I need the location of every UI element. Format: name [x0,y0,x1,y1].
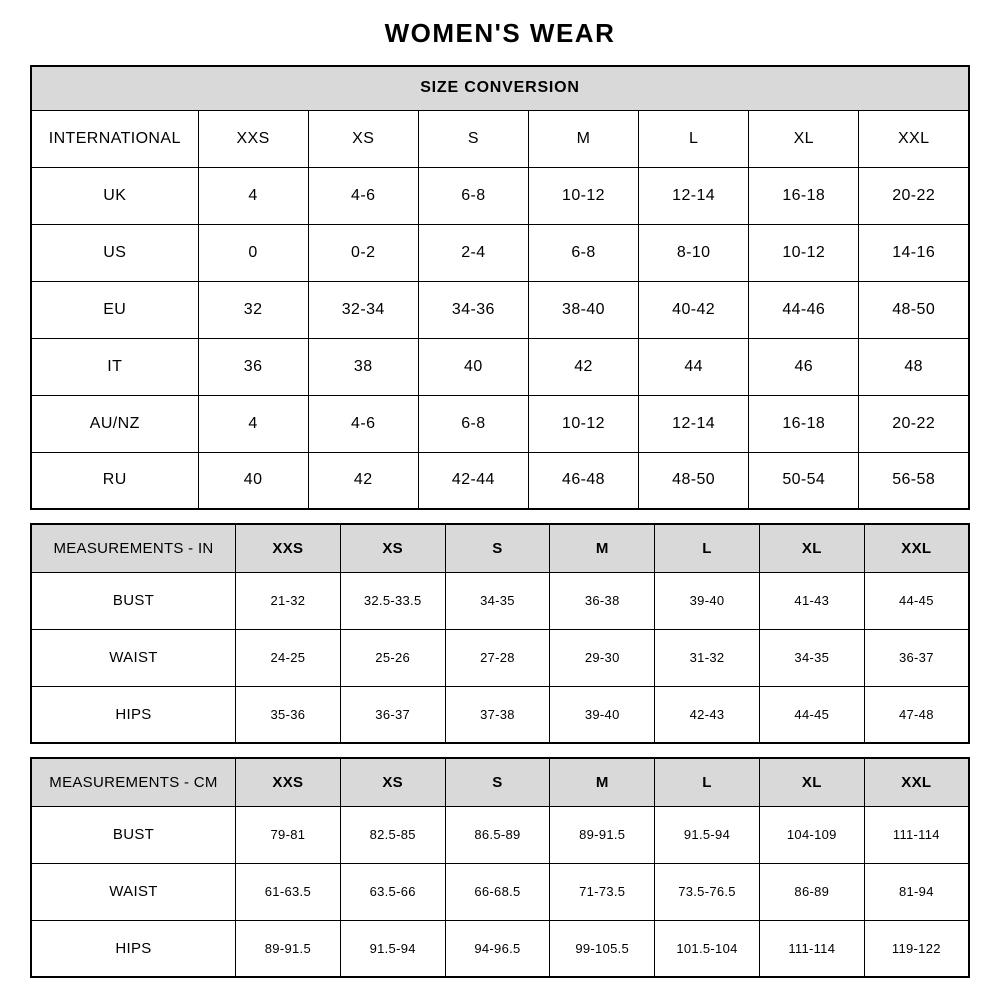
size-conversion-table [30,65,970,510]
table-title-row [31,66,969,110]
size-column-header: L [655,758,760,806]
table-cell: 36-38 [550,572,655,629]
table-row [31,110,969,167]
page-title: WOMEN'S WEAR [384,18,616,48]
table-header-label: MEASUREMENTS - CM [31,758,236,806]
table-cell: 86-89 [759,863,864,920]
table-cell: 101.5-104 [655,920,760,977]
table-cell: 82.5-85 [340,806,445,863]
table-cell: 99-105.5 [550,920,655,977]
row-label: WAIST [31,629,236,686]
table-cell: 71-73.5 [550,863,655,920]
table-cell: 91.5-94 [340,920,445,977]
size-column-header: L [655,524,760,572]
table-row [31,452,969,509]
measurements-in-table [30,523,970,744]
table-cell: XXS [198,110,308,167]
table-cell: 20-22 [859,167,969,224]
table-cell: 4 [198,167,308,224]
measurements-cm-table [30,757,970,978]
table-cell: XL [749,110,859,167]
table-row [31,863,969,920]
table-row [31,920,969,977]
table-cell: 38-40 [528,281,638,338]
table-cell: 6-8 [418,395,528,452]
row-label: BUST [31,806,236,863]
table-cell: 25-26 [340,629,445,686]
table-cell: 41-43 [759,572,864,629]
table-cell: 81-94 [864,863,969,920]
size-column-header: XXL [864,524,969,572]
table-cell: 10-12 [528,395,638,452]
table-cell: 14-16 [859,224,969,281]
size-column-header: M [550,524,655,572]
table-cell: 2-4 [418,224,528,281]
table-cell: 111-114 [759,920,864,977]
table-header-row [31,758,969,806]
table-cell: 35-36 [236,686,341,743]
table-row [31,224,969,281]
table-cell: 42-44 [418,452,528,509]
table-row [31,629,969,686]
size-column-header: XXL [864,758,969,806]
table-row [31,572,969,629]
size-column-header: XL [759,758,864,806]
table-cell: 4 [198,395,308,452]
table-cell: 44-45 [864,572,969,629]
table-cell: 31-32 [655,629,760,686]
table-cell: 36-37 [864,629,969,686]
table-cell: 46-48 [528,452,638,509]
table-cell: 47-48 [864,686,969,743]
table-cell: S [418,110,528,167]
table-cell: 0-2 [308,224,418,281]
row-label: WAIST [31,863,236,920]
table-row [31,686,969,743]
table-cell: 111-114 [864,806,969,863]
row-label: UK [31,167,198,224]
table-cell: 34-36 [418,281,528,338]
row-label: HIPS [31,686,236,743]
table-cell: 38 [308,338,418,395]
table-cell: 104-109 [759,806,864,863]
table-header-row [31,524,969,572]
table-cell: 48-50 [859,281,969,338]
table-cell: 34-35 [759,629,864,686]
table-cell: 10-12 [749,224,859,281]
table-cell: 29-30 [550,629,655,686]
table-cell: 39-40 [655,572,760,629]
size-column-header: XS [340,524,445,572]
size-column-header: S [445,758,550,806]
row-label: HIPS [31,920,236,977]
table-cell: 10-12 [528,167,638,224]
table-cell: L [639,110,749,167]
row-label: AU/NZ [31,395,198,452]
table-row [31,281,969,338]
table-row [31,167,969,224]
size-column-header: XS [340,758,445,806]
table-cell: 46 [749,338,859,395]
table-cell: 79-81 [236,806,341,863]
table-cell: 86.5-89 [445,806,550,863]
table-cell: 16-18 [749,167,859,224]
table-cell: 37-38 [445,686,550,743]
table-cell: 119-122 [864,920,969,977]
table-row [31,806,969,863]
table-cell: 12-14 [639,395,749,452]
size-column-header: M [550,758,655,806]
table-cell: 44 [639,338,749,395]
table-cell: 48 [859,338,969,395]
table-cell: 24-25 [236,629,341,686]
table-cell: 21-32 [236,572,341,629]
row-label: US [31,224,198,281]
table-cell: 89-91.5 [236,920,341,977]
table-cell: 4-6 [308,395,418,452]
table-cell: 61-63.5 [236,863,341,920]
table-cell: 0 [198,224,308,281]
table-cell: 8-10 [639,224,749,281]
table-cell: 44-46 [749,281,859,338]
size-column-header: S [445,524,550,572]
row-label: IT [31,338,198,395]
table-cell: XXL [859,110,969,167]
table-cell: 20-22 [859,395,969,452]
table-cell: XS [308,110,418,167]
table-cell: 42 [308,452,418,509]
table-cell: 42 [528,338,638,395]
table-cell: 12-14 [639,167,749,224]
table-cell: 36-37 [340,686,445,743]
table-cell: 34-35 [445,572,550,629]
table-cell: 50-54 [749,452,859,509]
size-column-header: XXS [236,758,341,806]
table-row [31,338,969,395]
table-cell: 56-58 [859,452,969,509]
table-cell: 6-8 [418,167,528,224]
row-label: RU [31,452,198,509]
table-cell: 40 [198,452,308,509]
size-column-header: XL [759,524,864,572]
table-cell: 94-96.5 [445,920,550,977]
table-cell: 36 [198,338,308,395]
table-cell: 32.5-33.5 [340,572,445,629]
row-label: EU [31,281,198,338]
table-cell: 44-45 [759,686,864,743]
table-cell: 6-8 [528,224,638,281]
table-cell: 32-34 [308,281,418,338]
table-cell: 40-42 [639,281,749,338]
table-cell: 27-28 [445,629,550,686]
table-cell: 89-91.5 [550,806,655,863]
table-row [31,395,969,452]
table-cell: 32 [198,281,308,338]
table-cell: 91.5-94 [655,806,760,863]
table-cell: 63.5-66 [340,863,445,920]
table-cell: 73.5-76.5 [655,863,760,920]
row-label: BUST [31,572,236,629]
table-cell: 39-40 [550,686,655,743]
table-cell: 42-43 [655,686,760,743]
table-title: SIZE CONVERSION [31,66,969,110]
table-cell: 16-18 [749,395,859,452]
table-cell: 48-50 [639,452,749,509]
size-column-header: XXS [236,524,341,572]
table-cell: M [528,110,638,167]
table-cell: 40 [418,338,528,395]
table-cell: 4-6 [308,167,418,224]
row-label: INTERNATIONAL [31,110,198,167]
table-cell: 66-68.5 [445,863,550,920]
table-header-label: MEASUREMENTS - IN [31,524,236,572]
